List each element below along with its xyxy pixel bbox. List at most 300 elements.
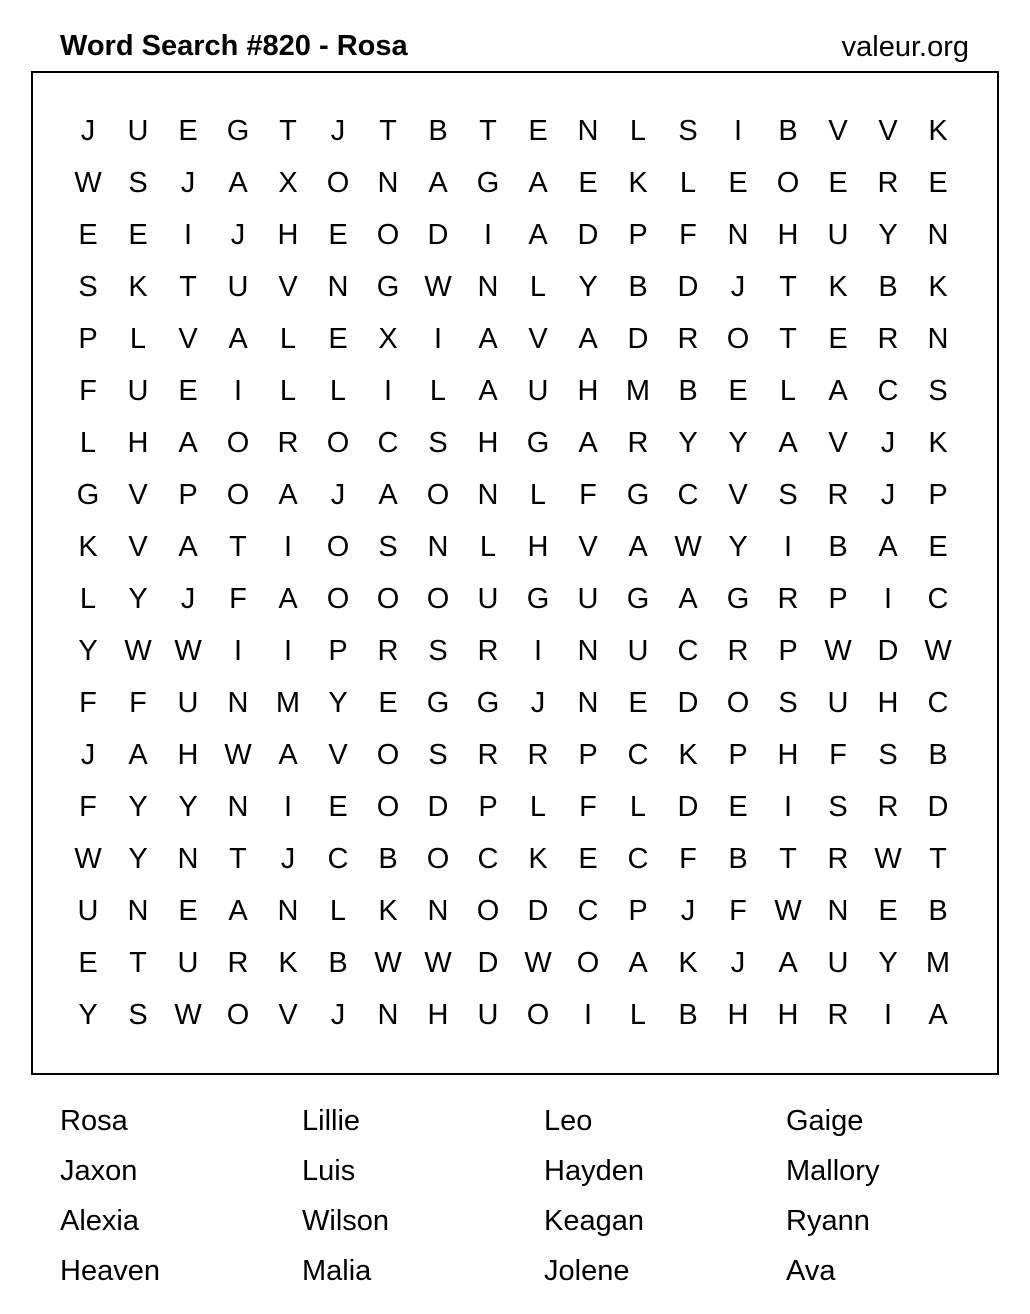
grid-cell[interactable]: A — [428, 166, 448, 199]
grid-cell[interactable]: K — [78, 530, 98, 563]
grid-cell[interactable]: Y — [328, 686, 348, 719]
grid-cell[interactable]: N — [927, 218, 949, 251]
grid-cell[interactable]: E — [578, 166, 598, 199]
grid-cell[interactable]: V — [128, 530, 148, 563]
grid-cell[interactable]: K — [128, 270, 148, 303]
grid-cell[interactable]: L — [629, 998, 647, 1031]
grid-cell[interactable]: N — [377, 998, 399, 1031]
grid-cell[interactable]: L — [79, 582, 97, 615]
grid-cell[interactable]: V — [278, 998, 298, 1031]
grid-cell[interactable]: N — [727, 218, 749, 251]
grid-cell[interactable]: A — [228, 322, 248, 355]
grid-cell[interactable]: I — [183, 218, 193, 251]
grid-cell[interactable]: H — [777, 738, 799, 771]
grid-cell[interactable]: Y — [128, 842, 148, 875]
grid-cell[interactable]: P — [928, 478, 948, 511]
grid-cell[interactable]: A — [378, 478, 398, 511]
grid-cell[interactable]: L — [279, 374, 297, 407]
grid-cell[interactable]: B — [778, 114, 798, 147]
grid-cell[interactable]: I — [283, 530, 293, 563]
grid-cell[interactable]: J — [180, 582, 196, 615]
grid-cell[interactable]: Y — [128, 582, 148, 615]
grid-cell[interactable]: B — [628, 270, 648, 303]
grid-cell[interactable]: B — [428, 114, 448, 147]
grid-cell[interactable]: I — [783, 790, 793, 823]
grid-cell[interactable]: G — [476, 166, 500, 199]
grid-cell[interactable]: R — [677, 322, 699, 355]
grid-cell[interactable]: S — [778, 478, 798, 511]
grid-cell[interactable]: G — [626, 478, 650, 511]
grid-cell[interactable]: Y — [78, 998, 98, 1031]
grid-cell[interactable]: H — [727, 998, 749, 1031]
grid-cell[interactable]: E — [728, 790, 748, 823]
grid-cell[interactable]: C — [877, 374, 899, 407]
grid-cell[interactable]: J — [330, 114, 346, 147]
grid-cell[interactable]: A — [478, 322, 498, 355]
grid-cell[interactable]: Y — [78, 634, 98, 667]
grid-cell[interactable]: P — [628, 894, 648, 927]
grid-cell[interactable]: Y — [578, 270, 598, 303]
grid-cell[interactable]: O — [326, 426, 350, 459]
grid-cell[interactable]: W — [174, 998, 202, 1031]
grid-cell[interactable]: P — [778, 634, 798, 667]
grid-cell[interactable]: G — [226, 114, 250, 147]
grid-cell[interactable]: S — [78, 270, 98, 303]
grid-cell[interactable]: P — [78, 322, 98, 355]
grid-cell[interactable]: G — [376, 270, 400, 303]
grid-cell[interactable]: L — [629, 114, 647, 147]
grid-cell[interactable]: I — [383, 374, 393, 407]
grid-cell[interactable]: T — [129, 946, 147, 979]
grid-cell[interactable]: A — [678, 582, 698, 615]
grid-cell[interactable]: N — [577, 634, 599, 667]
grid-cell[interactable]: N — [577, 686, 599, 719]
grid-cell[interactable]: A — [478, 374, 498, 407]
grid-cell[interactable]: P — [478, 790, 498, 823]
grid-cell[interactable]: I — [883, 998, 893, 1031]
grid-cell[interactable]: U — [177, 946, 199, 979]
grid-cell[interactable]: H — [427, 998, 449, 1031]
grid-cell[interactable]: A — [128, 738, 148, 771]
grid-cell[interactable]: U — [127, 114, 149, 147]
grid-cell[interactable]: N — [127, 894, 149, 927]
grid-cell[interactable]: A — [628, 530, 648, 563]
grid-cell[interactable]: F — [229, 582, 247, 615]
grid-cell[interactable]: K — [628, 166, 648, 199]
grid-cell[interactable]: C — [627, 842, 649, 875]
grid-cell[interactable]: U — [627, 634, 649, 667]
grid-cell[interactable]: L — [679, 166, 697, 199]
grid-cell[interactable]: J — [180, 166, 196, 199]
grid-cell[interactable]: R — [227, 946, 249, 979]
grid-cell[interactable]: P — [178, 478, 198, 511]
grid-cell[interactable]: N — [327, 270, 349, 303]
grid-cell[interactable]: O — [376, 790, 400, 823]
grid-cell[interactable]: I — [283, 790, 293, 823]
grid-cell[interactable]: F — [679, 218, 697, 251]
grid-cell[interactable]: E — [128, 218, 148, 251]
grid-cell[interactable]: V — [278, 270, 298, 303]
grid-cell[interactable]: K — [678, 946, 698, 979]
grid-cell[interactable]: B — [878, 270, 898, 303]
grid-cell[interactable]: L — [529, 790, 547, 823]
grid-cell[interactable]: O — [776, 166, 800, 199]
grid-cell[interactable]: T — [779, 322, 797, 355]
grid-cell[interactable]: F — [79, 686, 97, 719]
grid-cell[interactable]: E — [178, 894, 198, 927]
grid-cell[interactable]: C — [377, 426, 399, 459]
grid-cell[interactable]: D — [677, 790, 699, 823]
grid-cell[interactable]: Y — [678, 426, 698, 459]
grid-cell[interactable]: E — [528, 114, 548, 147]
grid-cell[interactable]: H — [477, 426, 499, 459]
grid-cell[interactable]: E — [878, 894, 898, 927]
grid-cell[interactable]: M — [275, 686, 301, 719]
grid-cell[interactable]: B — [378, 842, 398, 875]
grid-cell[interactable]: O — [576, 946, 600, 979]
grid-cell[interactable]: D — [927, 790, 949, 823]
grid-cell[interactable]: Y — [878, 218, 898, 251]
grid-cell[interactable]: N — [827, 894, 849, 927]
grid-cell[interactable]: S — [778, 686, 798, 719]
grid-cell[interactable]: U — [227, 270, 249, 303]
grid-cell[interactable]: I — [783, 530, 793, 563]
grid-cell[interactable]: V — [178, 322, 198, 355]
grid-cell[interactable]: E — [828, 322, 848, 355]
grid-cell[interactable]: H — [777, 218, 799, 251]
grid-cell[interactable]: R — [527, 738, 549, 771]
grid-cell[interactable]: K — [928, 270, 948, 303]
grid-cell[interactable]: W — [824, 634, 852, 667]
grid-cell[interactable]: D — [477, 946, 499, 979]
grid-cell[interactable]: R — [277, 426, 299, 459]
grid-cell[interactable]: R — [627, 426, 649, 459]
grid-cell[interactable]: A — [828, 374, 848, 407]
grid-cell[interactable]: D — [627, 322, 649, 355]
grid-cell[interactable]: F — [729, 894, 747, 927]
grid-cell[interactable]: F — [579, 790, 597, 823]
grid-cell[interactable]: C — [927, 686, 949, 719]
grid-cell[interactable]: J — [230, 218, 246, 251]
grid-cell[interactable]: P — [578, 738, 598, 771]
grid-cell[interactable]: E — [178, 374, 198, 407]
grid-cell[interactable]: S — [128, 998, 148, 1031]
grid-cell[interactable]: L — [429, 374, 447, 407]
grid-cell[interactable]: E — [628, 686, 648, 719]
grid-cell[interactable]: N — [477, 478, 499, 511]
grid-cell[interactable]: J — [80, 114, 96, 147]
grid-cell[interactable]: E — [928, 166, 948, 199]
grid-cell[interactable]: B — [828, 530, 848, 563]
grid-cell[interactable]: A — [178, 530, 198, 563]
grid-cell[interactable]: W — [874, 842, 902, 875]
grid-cell[interactable]: I — [883, 582, 893, 615]
grid-cell[interactable]: W — [74, 166, 102, 199]
grid-cell[interactable]: T — [479, 114, 497, 147]
grid-cell[interactable]: K — [278, 946, 298, 979]
grid-cell[interactable]: R — [877, 166, 899, 199]
grid-cell[interactable]: V — [528, 322, 548, 355]
grid-cell[interactable]: G — [426, 686, 450, 719]
grid-cell[interactable]: B — [328, 946, 348, 979]
grid-cell[interactable]: S — [678, 114, 698, 147]
grid-cell[interactable]: I — [233, 634, 243, 667]
grid-cell[interactable]: U — [477, 998, 499, 1031]
grid-cell[interactable]: H — [877, 686, 899, 719]
grid-cell[interactable]: A — [278, 582, 298, 615]
grid-cell[interactable]: E — [578, 842, 598, 875]
grid-cell[interactable]: D — [877, 634, 899, 667]
grid-cell[interactable]: V — [828, 426, 848, 459]
grid-cell[interactable]: H — [577, 374, 599, 407]
grid-cell[interactable]: A — [228, 166, 248, 199]
grid-cell[interactable]: W — [174, 634, 202, 667]
grid-cell[interactable]: N — [377, 166, 399, 199]
grid-cell[interactable]: O — [376, 218, 400, 251]
grid-cell[interactable]: J — [880, 426, 896, 459]
grid-cell[interactable]: E — [328, 790, 348, 823]
grid-cell[interactable]: D — [577, 218, 599, 251]
grid-cell[interactable]: W — [74, 842, 102, 875]
grid-cell[interactable]: L — [479, 530, 497, 563]
grid-cell[interactable]: S — [428, 426, 448, 459]
grid-cell[interactable]: C — [677, 478, 699, 511]
grid-cell[interactable]: C — [677, 634, 699, 667]
grid-cell[interactable]: A — [878, 530, 898, 563]
grid-cell[interactable]: O — [426, 842, 450, 875]
grid-cell[interactable]: P — [728, 738, 748, 771]
grid-cell[interactable]: E — [78, 218, 98, 251]
grid-cell[interactable]: O — [726, 322, 750, 355]
grid-cell[interactable]: R — [827, 998, 849, 1031]
grid-cell[interactable]: K — [528, 842, 548, 875]
grid-cell[interactable]: U — [527, 374, 549, 407]
grid-cell[interactable]: E — [728, 374, 748, 407]
grid-cell[interactable]: M — [925, 946, 951, 979]
grid-cell[interactable]: C — [927, 582, 949, 615]
grid-cell[interactable]: I — [283, 634, 293, 667]
grid-cell[interactable]: B — [928, 738, 948, 771]
grid-cell[interactable]: I — [583, 998, 593, 1031]
grid-cell[interactable]: X — [278, 166, 298, 199]
grid-cell[interactable]: W — [374, 946, 402, 979]
grid-cell[interactable]: S — [878, 738, 898, 771]
grid-cell[interactable]: C — [577, 894, 599, 927]
grid-cell[interactable]: J — [730, 270, 746, 303]
grid-cell[interactable]: G — [526, 582, 550, 615]
grid-cell[interactable]: O — [326, 582, 350, 615]
grid-cell[interactable]: S — [428, 634, 448, 667]
grid-cell[interactable]: N — [427, 530, 449, 563]
grid-cell[interactable]: R — [477, 738, 499, 771]
grid-cell[interactable]: W — [424, 946, 452, 979]
grid-cell[interactable]: H — [277, 218, 299, 251]
grid-cell[interactable]: W — [774, 894, 802, 927]
grid-cell[interactable]: U — [577, 582, 599, 615]
grid-cell[interactable]: A — [178, 426, 198, 459]
grid-cell[interactable]: J — [880, 478, 896, 511]
grid-cell[interactable]: N — [227, 686, 249, 719]
grid-cell[interactable]: A — [778, 426, 798, 459]
grid-cell[interactable]: I — [733, 114, 743, 147]
grid-cell[interactable]: A — [778, 946, 798, 979]
grid-cell[interactable]: L — [329, 894, 347, 927]
grid-cell[interactable]: A — [228, 894, 248, 927]
grid-cell[interactable]: Y — [878, 946, 898, 979]
grid-cell[interactable]: C — [627, 738, 649, 771]
grid-cell[interactable]: W — [924, 634, 952, 667]
grid-cell[interactable]: W — [124, 634, 152, 667]
grid-cell[interactable]: J — [730, 946, 746, 979]
grid-cell[interactable]: L — [529, 270, 547, 303]
grid-cell[interactable]: A — [528, 166, 548, 199]
grid-cell[interactable]: W — [674, 530, 702, 563]
grid-cell[interactable]: O — [326, 166, 350, 199]
grid-cell[interactable]: X — [378, 322, 398, 355]
grid-cell[interactable]: U — [827, 946, 849, 979]
grid-cell[interactable]: T — [229, 530, 247, 563]
grid-cell[interactable]: J — [530, 686, 546, 719]
grid-cell[interactable]: T — [179, 270, 197, 303]
grid-cell[interactable]: S — [428, 738, 448, 771]
grid-cell[interactable]: N — [277, 894, 299, 927]
grid-cell[interactable]: G — [76, 478, 100, 511]
grid-cell[interactable]: C — [477, 842, 499, 875]
grid-cell[interactable]: Y — [178, 790, 198, 823]
grid-cell[interactable]: E — [828, 166, 848, 199]
grid-cell[interactable]: V — [828, 114, 848, 147]
grid-cell[interactable]: D — [527, 894, 549, 927]
grid-cell[interactable]: G — [626, 582, 650, 615]
grid-cell[interactable]: R — [377, 634, 399, 667]
grid-cell[interactable]: I — [233, 374, 243, 407]
grid-cell[interactable]: F — [829, 738, 847, 771]
grid-cell[interactable]: T — [379, 114, 397, 147]
grid-cell[interactable]: H — [777, 998, 799, 1031]
grid-cell[interactable]: Y — [728, 426, 748, 459]
grid-cell[interactable]: A — [578, 322, 598, 355]
grid-cell[interactable]: I — [433, 322, 443, 355]
grid-cell[interactable]: O — [376, 738, 400, 771]
grid-cell[interactable]: F — [579, 478, 597, 511]
grid-cell[interactable]: N — [177, 842, 199, 875]
grid-cell[interactable]: O — [526, 998, 550, 1031]
grid-cell[interactable]: A — [928, 998, 948, 1031]
grid-cell[interactable]: B — [678, 998, 698, 1031]
grid-cell[interactable]: W — [524, 946, 552, 979]
grid-cell[interactable]: P — [628, 218, 648, 251]
grid-cell[interactable]: U — [827, 218, 849, 251]
grid-cell[interactable]: D — [427, 218, 449, 251]
grid-cell[interactable]: R — [877, 322, 899, 355]
grid-cell[interactable]: F — [79, 374, 97, 407]
grid-cell[interactable]: W — [424, 270, 452, 303]
grid-cell[interactable]: V — [328, 738, 348, 771]
grid-cell[interactable]: J — [80, 738, 96, 771]
grid-cell[interactable]: N — [427, 894, 449, 927]
grid-cell[interactable]: O — [426, 478, 450, 511]
grid-cell[interactable]: V — [128, 478, 148, 511]
grid-cell[interactable]: I — [483, 218, 493, 251]
grid-cell[interactable]: J — [280, 842, 296, 875]
grid-cell[interactable]: S — [928, 374, 948, 407]
grid-cell[interactable]: K — [828, 270, 848, 303]
grid-cell[interactable]: V — [578, 530, 598, 563]
grid-cell[interactable]: P — [328, 634, 348, 667]
grid-cell[interactable]: O — [226, 998, 250, 1031]
grid-cell[interactable]: R — [827, 842, 849, 875]
grid-cell[interactable]: O — [726, 686, 750, 719]
grid-cell[interactable]: K — [378, 894, 398, 927]
grid-cell[interactable]: T — [779, 270, 797, 303]
grid-cell[interactable]: Y — [128, 790, 148, 823]
grid-cell[interactable]: J — [330, 998, 346, 1031]
grid-cell[interactable]: K — [678, 738, 698, 771]
grid-cell[interactable]: I — [533, 634, 543, 667]
grid-cell[interactable]: L — [129, 322, 147, 355]
grid-cell[interactable]: G — [526, 426, 550, 459]
grid-cell[interactable]: V — [728, 478, 748, 511]
grid-cell[interactable]: M — [625, 374, 651, 407]
grid-cell[interactable]: E — [378, 686, 398, 719]
grid-cell[interactable]: L — [79, 426, 97, 459]
grid-cell[interactable]: E — [728, 166, 748, 199]
grid-cell[interactable]: J — [680, 894, 696, 927]
grid-cell[interactable]: U — [177, 686, 199, 719]
grid-cell[interactable]: R — [827, 478, 849, 511]
grid-cell[interactable]: E — [328, 322, 348, 355]
grid-cell[interactable]: P — [828, 582, 848, 615]
grid-cell[interactable]: A — [278, 738, 298, 771]
grid-cell[interactable]: S — [828, 790, 848, 823]
grid-cell[interactable]: G — [726, 582, 750, 615]
grid-cell[interactable]: L — [779, 374, 797, 407]
grid-cell[interactable]: G — [476, 686, 500, 719]
grid-cell[interactable]: H — [527, 530, 549, 563]
grid-cell[interactable]: E — [928, 530, 948, 563]
grid-cell[interactable]: D — [427, 790, 449, 823]
grid-cell[interactable]: T — [279, 114, 297, 147]
grid-cell[interactable]: N — [227, 790, 249, 823]
grid-cell[interactable]: N — [577, 114, 599, 147]
grid-cell[interactable]: U — [827, 686, 849, 719]
grid-cell[interactable]: K — [928, 114, 948, 147]
grid-cell[interactable]: R — [477, 634, 499, 667]
grid-cell[interactable]: L — [279, 322, 297, 355]
grid-cell[interactable]: A — [528, 218, 548, 251]
grid-cell[interactable]: K — [928, 426, 948, 459]
grid-cell[interactable]: T — [929, 842, 947, 875]
grid-cell[interactable]: U — [127, 374, 149, 407]
grid-cell[interactable]: F — [679, 842, 697, 875]
grid-cell[interactable]: A — [578, 426, 598, 459]
grid-cell[interactable]: C — [327, 842, 349, 875]
grid-cell[interactable]: D — [677, 270, 699, 303]
grid-cell[interactable]: H — [177, 738, 199, 771]
grid-cell[interactable]: B — [928, 894, 948, 927]
grid-cell[interactable]: B — [728, 842, 748, 875]
grid-cell[interactable]: B — [678, 374, 698, 407]
grid-cell[interactable]: O — [326, 530, 350, 563]
grid-cell[interactable]: E — [78, 946, 98, 979]
grid-cell[interactable]: J — [330, 478, 346, 511]
grid-cell[interactable]: E — [178, 114, 198, 147]
grid-cell[interactable]: L — [629, 790, 647, 823]
grid-cell[interactable]: R — [877, 790, 899, 823]
grid-cell[interactable]: L — [329, 374, 347, 407]
grid-cell[interactable]: R — [727, 634, 749, 667]
grid-cell[interactable]: S — [378, 530, 398, 563]
